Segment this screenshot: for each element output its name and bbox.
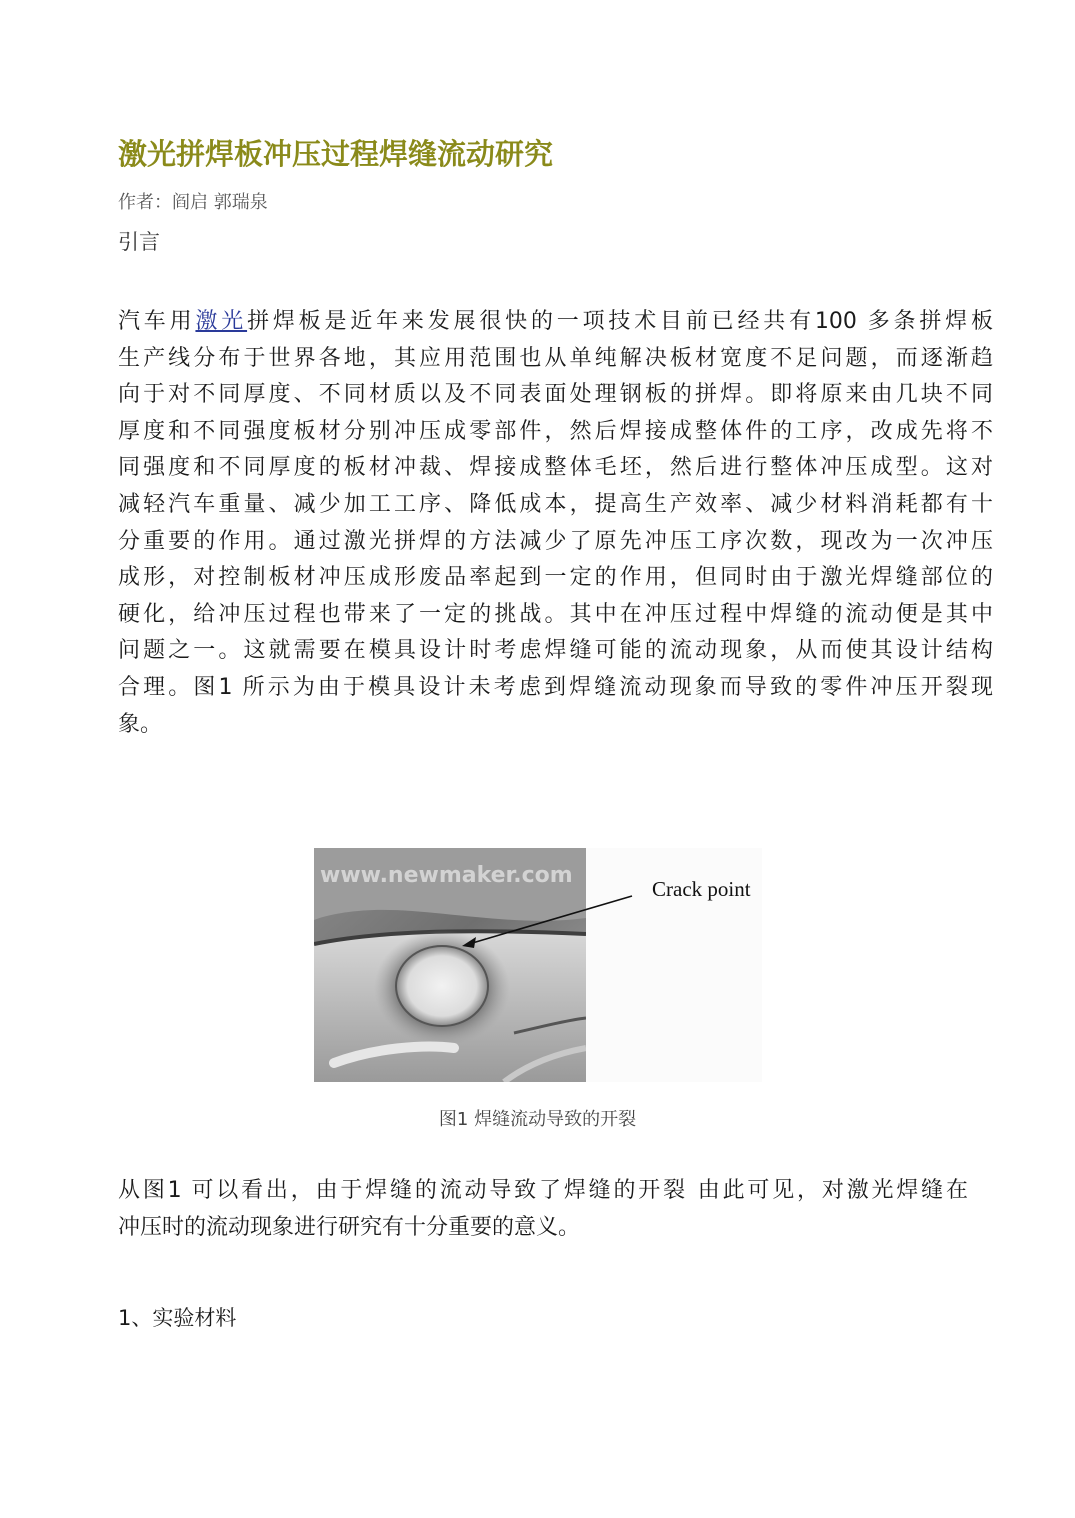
intro-paragraph [118, 304, 993, 743]
paragraph-line: 向于对不同厚度、不同材质以及不同表面处理钢板的拼焊。即将原来由几块不同 [118, 382, 993, 408]
crack-point-label: Crack point [652, 877, 751, 901]
conclusion-paragraph [118, 1173, 968, 1246]
paragraph-line: 成形，对控制板材冲压成形废品率起到一定的作用，但同时由于激光焊缝部位的 [118, 565, 993, 591]
crack-photo [314, 848, 762, 1082]
paragraph-line: 分重要的作用。通过激光拼焊的方法减少了原先冲压工序次数，现改为一次冲压 [118, 528, 993, 554]
paragraph-line [118, 304, 993, 341]
figure-caption: 图1 焊缝流动导致的开裂 [438, 1109, 637, 1130]
paragraph-line: 冲压时的流动现象进行研究有十分重要的意义。 [118, 1214, 581, 1240]
watermark-text: www.newmaker.com [320, 863, 573, 888]
page-title: 激光拼焊板冲压过程焊缝流动研究 [118, 137, 554, 171]
crack-figure [314, 848, 762, 1082]
line-suffix: 拼焊板是近年来发展很快的一项技术目前已经共有100 多条拼焊板 [247, 309, 993, 334]
paragraph-line: 同强度和不同厚度的板材冲裁、焊接成整体毛坯，然后进行整体冲压成型。这对 [118, 455, 993, 481]
paragraph-line: 合理。图1 所示为由于模具设计未考虑到焊缝流动现象而导致的零件冲压开裂现 [118, 674, 993, 700]
paragraph-line: 硬化，给冲压过程也带来了一定的挑战。其中在冲压过程中焊缝的流动便是其中 [118, 601, 993, 627]
paragraph-line: 象。 [118, 711, 163, 737]
section-heading: 1、实验材料 [118, 1306, 237, 1330]
paragraph-line: 减轻汽车重量、减少加工工序、降低成本，提高生产效率、减少材料消耗都有十 [118, 491, 993, 517]
paragraph-line: 从图1 可以看出，由于焊缝的流动导致了焊缝的开裂 由此可见，对激光焊缝在 [118, 1178, 968, 1203]
laser-link[interactable]: 激光 [195, 309, 248, 334]
intro-heading: 引言 [118, 230, 160, 254]
line-prefix: 汽车用 [118, 309, 196, 334]
paragraph-line: 问题之一。这就需要在模具设计时考虑焊缝可能的流动现象，从而使其设计结构 [118, 638, 993, 664]
authors-line: 作者：阎启 郭瑞泉 [118, 192, 268, 213]
paragraph-line: 厚度和不同强度板材分别冲压成零部件，然后焊接成整体件的工序，改成先将不 [118, 418, 993, 444]
paragraph-line: 生产线分布于世界各地，其应用范围也从单纯解决板材宽度不足问题，而逐渐趋 [118, 345, 993, 371]
